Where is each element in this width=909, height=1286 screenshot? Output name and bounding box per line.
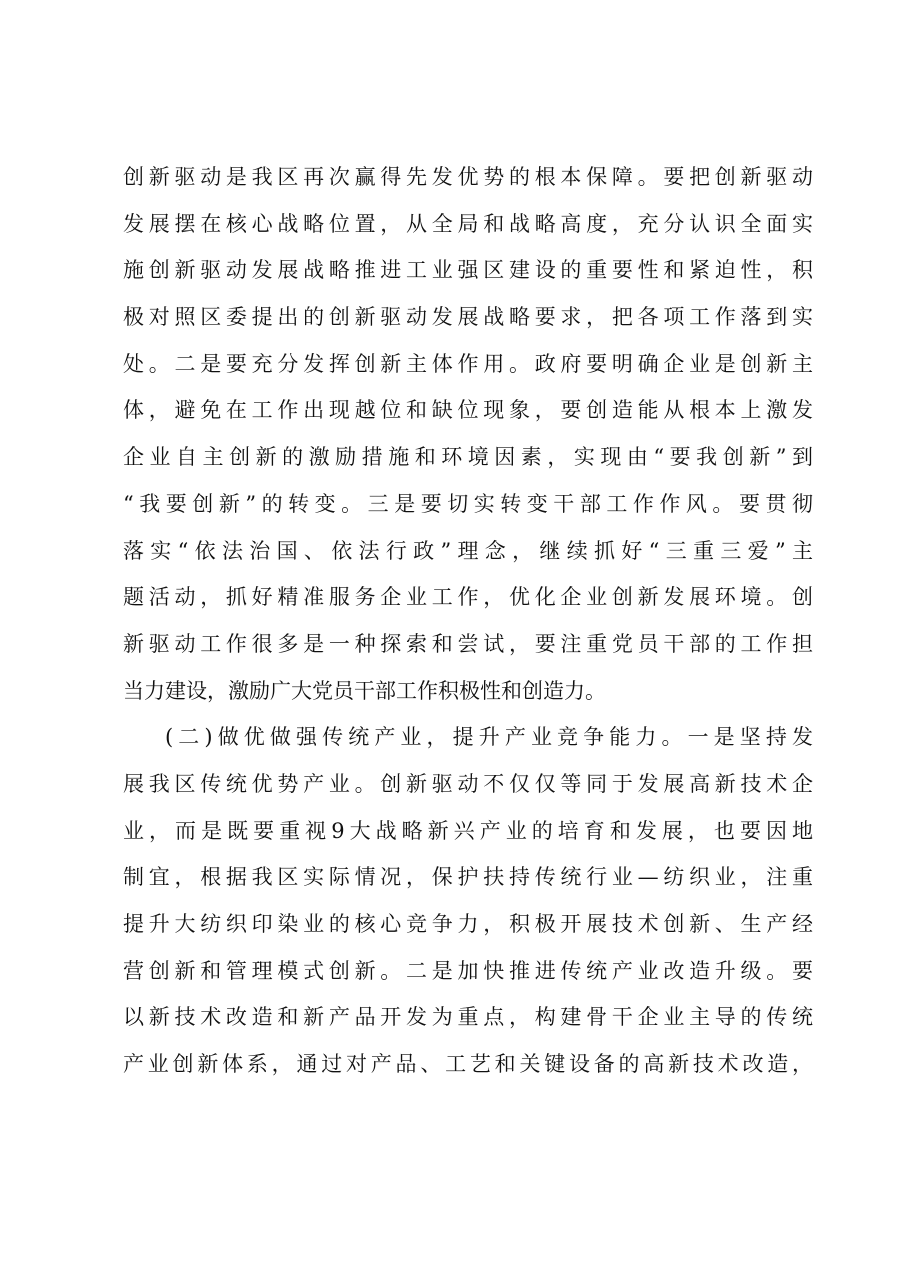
text-line: 以新技术改造和新产品开发为重点，构建骨干企业主导的传统: [123, 1005, 813, 1030]
text-line: 创新驱动是我区再次赢得先发优势的根本保障。要把创新驱动: [123, 165, 813, 189]
text-line: 制宜，根据我区实际情况，保护扶持传统行业—纺织业，注重: [123, 865, 813, 890]
text-line: 处。二是要充分发挥创新主体作用。政府要明确企业是创新主: [123, 351, 813, 376]
section-heading-line: (二)做优做强传统产业，提升产业竞争能力。一是坚持发: [165, 725, 813, 750]
text-line: 新驱动工作很多是一种探索和尝试，要注重党员干部的工作担: [123, 631, 813, 656]
text-line: 企业自主创新的激励措施和环境因素，实现由“要我创新”到: [123, 445, 813, 470]
text-line: “我要创新”的转变。三是要切实转变干部工作作风。要贯彻: [123, 491, 813, 516]
text-line: 施创新驱动发展战略推进工业强区建设的重要性和紧迫性，积: [123, 258, 813, 283]
text-line: 体，避免在工作出现越位和缺位现象，要创造能从根本上激发: [123, 398, 813, 423]
text-line: 题活动，抓好精准服务企业工作，优化企业创新发展环境。创: [123, 585, 813, 610]
text-line: 落实“依法治国、依法行政”理念，继续抓好“三重三爱”主: [123, 538, 813, 563]
text-line: 营创新和管理模式创新。二是加快推进传统产业改造升级。要: [123, 958, 813, 983]
text-line: 业，而是既要重视9大战略新兴产业的培育和发展，也要因地: [123, 818, 813, 843]
text-line: 极对照区委提出的创新驱动发展战略要求，把各项工作落到实: [123, 305, 813, 330]
body-text: [123, 154, 813, 1088]
text-line: 展我区传统优势产业。创新驱动不仅仅等同于发展高新技术企: [123, 771, 813, 796]
text-line: 提升大纺织印染业的核心竞争力，积极开展技术创新、生产经: [123, 912, 813, 936]
paragraph-end-line: 当力建设，激励广大党员干部工作积极性和创造力。: [123, 678, 606, 703]
text-line: 产业创新体系，通过对产品、工艺和关键设备的高新技术改造，: [123, 1052, 813, 1077]
text-line: 发展摆在核心战略位置，从全局和战略高度，充分认识全面实: [123, 211, 813, 236]
